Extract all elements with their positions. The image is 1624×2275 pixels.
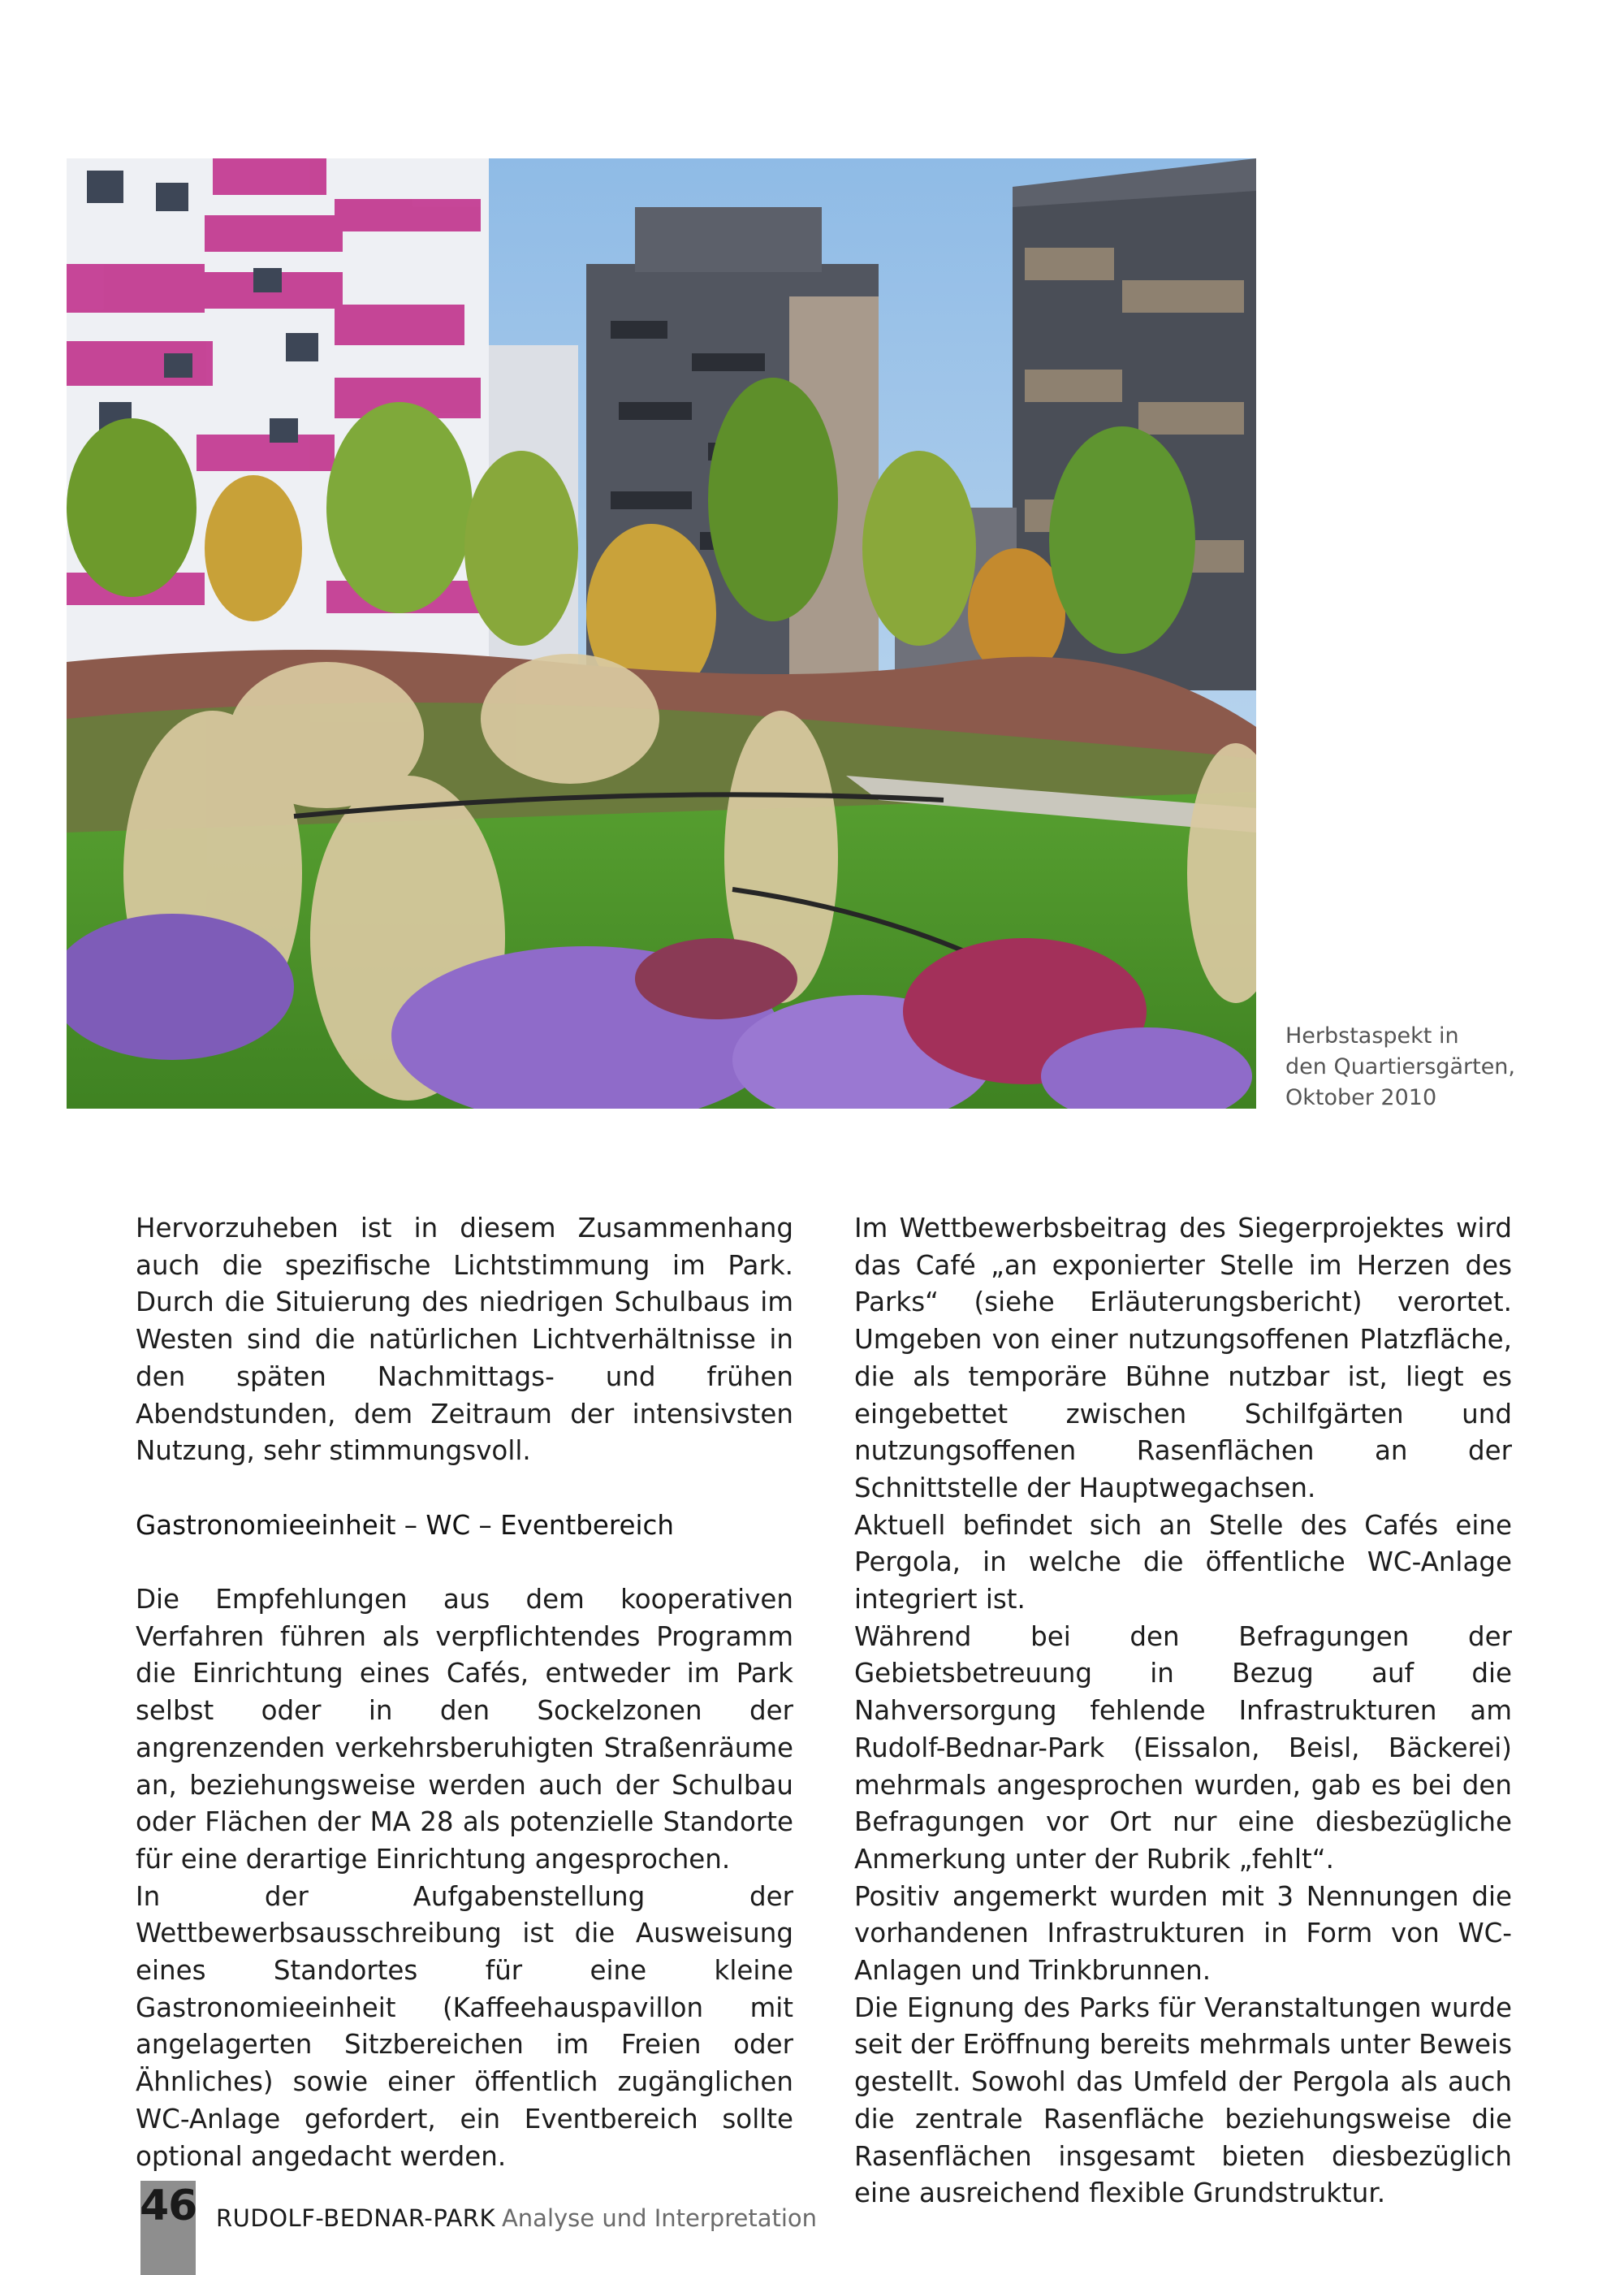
paragraph: In der Aufgabenstellung der Wettbewerbsausschreibung ist die Ausweisung eines Standortes für eine kleine Gastronomieeinheit (Kaffeehauspavillon mit angelagerten Sitzbereichen im Freien oder Ähnliches) sowie einer öffentlich zugänglichen WC-Anlage gefordert, ein Eventbereich sollte optional angedacht werden. <box>136 1880 793 2172</box>
paragraph: Die Empfehlungen aus dem kooperativen Verfahren führen als verpflichtendes Programm die Einrichtung eines Cafés, entweder im Park selbst oder in den Sockelzonen der angrenzenden verkehrsberuhigten Straßenräume an, beziehungsweise werden auch der Schulbau oder Flächen der MA 28 als potenzielle Standorte für eine derartige Einrichtung angesprochen. <box>136 1584 793 1875</box>
caption-line: den Quartiersgärten, <box>1285 1054 1515 1079</box>
running-head <box>216 2202 817 2234</box>
left-text-column <box>136 1210 793 2175</box>
caption-line: Herbstaspekt in <box>1285 1023 1459 1049</box>
park-photo <box>67 158 1256 1109</box>
paragraph: Während bei den Befragungen der Gebietsbetreuung in Bezug auf die Nahversorgung fehlende Infrastrukturen am Rudolf-Bednar-Park (Eissalon, Beisl, Bäckerei) mehrmals angesprochen wurden, gab es bei den Befragungen vor Ort nur eine diesbezügliche Anmerkung unter der Rubrik „fehlt“. <box>854 1620 1512 1875</box>
paragraph: Aktuell befindet sich an Stelle des Cafés eine Pergola, in welche die öffentliche WC-Anlage integriert ist. <box>854 1509 1512 1615</box>
paragraph: Im Wettbewerbsbeitrag des Siegerprojektes wird das Café „an exponierter Stelle im Herzen des Parks“ (siehe Erläuterungsbericht) verortet. Umgeben von einer nutzungsoffenen Platzfläche, die als temporäre Bühne nutzbar ist, liegt es eingebettet zwischen Schilfgärten und nutzungsoffenen Rasenflächen an der Schnittstelle der Hauptwegachsen. <box>854 1213 1512 1503</box>
paragraph: Hervorzuheben ist in diesem Zusammenhang auch die spezifische Lichtstimmung im Park. Durch die Situierung des niedrigen Schulbaus im Westen sind die natürlichen Lichtverhältnisse in den späten Nachmittags- und frühen Abendstunden, dem Zeitraum der intensivsten Nutzung, sehr stimmungsvoll. <box>136 1213 793 1467</box>
right-text-column <box>854 1210 1512 2212</box>
running-head-park: RUDOLF-BEDNAR-PARK <box>216 2204 495 2232</box>
paragraph: Positiv angemerkt wurden mit 3 Nennungen die vorhandenen Infrastrukturen in Form von WC-Anlagen und Trinkbrunnen. <box>854 1880 1512 1987</box>
park-photo-illustration <box>67 158 1256 1109</box>
paragraph: Die Eignung des Parks für Veranstaltungen wurde seit der Eröffnung bereits mehrmals unter Beweis gestellt. Sowohl das Umfeld der Pergola als auch die zentrale Rasenfläche beziehungsweise die Rasenflächen insgesamt bieten diesbezüglich eine ausreichend flexible Grundstruktur. <box>854 1992 1512 2209</box>
page-number: 46 <box>140 2182 197 2230</box>
section-heading: Gastronomieeinheit – WC – Eventbereich <box>136 1509 674 1541</box>
photo-caption <box>1285 1021 1610 1114</box>
running-head-section: Analyse und Interpretation <box>501 2204 818 2232</box>
caption-line: Oktober 2010 <box>1285 1085 1437 1110</box>
